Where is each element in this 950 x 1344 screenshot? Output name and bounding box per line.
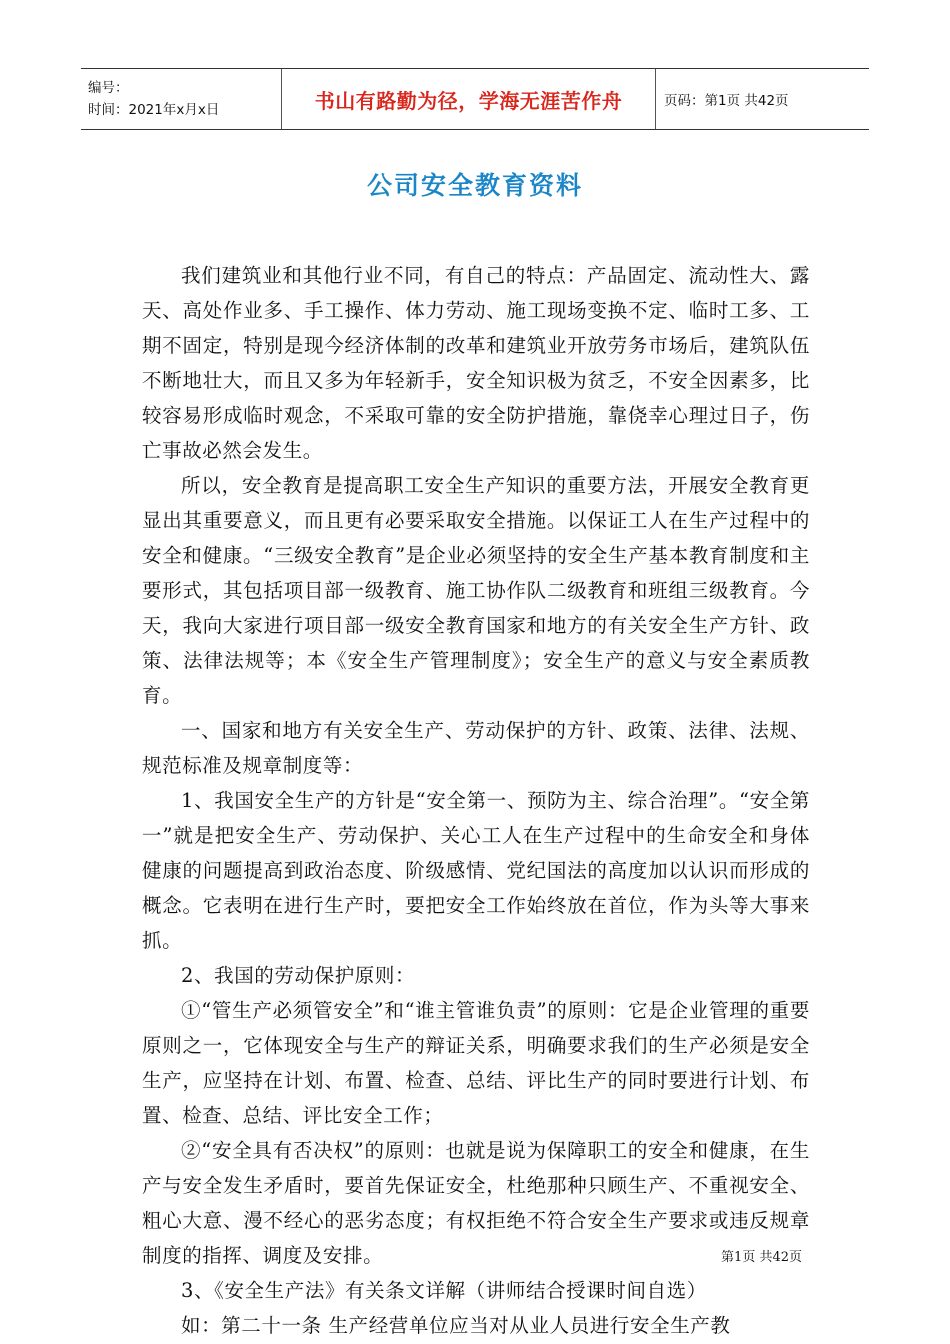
paragraph: 2、我国的劳动保护原则： — [181, 964, 416, 987]
header-motto: 书山有路勤为径，学海无涯苦作舟 — [314, 88, 623, 113]
paragraph: 所以，安全教育是提高职工安全生产知识的重要方法，开展安全教育更显出其重要意义，而且更有必要采取安全措施。以保证工人在生产过程中的安全和健康。“三级安全教育”是企业必须坚持的安全生产基本教育制度和主要形式，其包括项目部一级教育、施工协作队二级教育和班组三级教育。今天，我向大家进行项目部一级安全教育国家和地方的有关安全生产方针、政策、法律法规等；本《安全生产管理制度》；安全生产的意义与安全素质教育。 — [142, 474, 810, 707]
paragraph: 1、我国安全生产的方针是“安全第一、预防为主、综合治理”。“安全第一”就是把安全生产、劳动保护、关心工人在生产过程中的生命安全和身体健康的问题提高到政治态度、阶级感情、党纪国法的高度加以认识而形成的概念。它表明在进行生产时，要把安全工作始终放在首位，作为头等大事来抓。 — [142, 789, 810, 952]
document-title: 公司安全教育资料 — [366, 171, 583, 200]
document-body — [142, 258, 810, 1343]
header-page-info-cell — [656, 69, 869, 129]
paragraph: 3、《安全生产法》有关条文详解（讲师结合授课时间自选） — [181, 1279, 707, 1302]
page-footer: 第1页 共42页 — [721, 1250, 802, 1265]
paragraph: ②“安全具有否决权”的原则：也就是说为保障职工的安全和健康，在生产与安全发生矛盾时，要首先保证安全，杜绝那种只顾生产、不重视安全、粗心大意、漫不经心的恶劣态度；有权拒绝不符合安全生产要求或违反规章制度的指挥、调度及安排。 — [142, 1139, 810, 1267]
page-header — [81, 68, 869, 130]
document-date: 时间：2021年x月x日 — [88, 102, 220, 118]
paragraph: ①“管生产必须管安全”和“谁主管谁负责”的原则：它是企业管理的重要原则之一，它体现安全与生产的辩证关系，明确要求我们的生产必须是安全生产，应坚持在计划、布置、检查、总结、评比生产的同时要进行计划、布置、检查、总结、评比安全工作； — [142, 999, 810, 1127]
header-motto-cell — [282, 69, 656, 129]
paragraph: 一、国家和地方有关安全生产、劳动保护的方针、政策、法律、法规、规范标准及规章制度等： — [142, 719, 810, 777]
header-page-info: 页码：第1页 共42页 — [664, 93, 789, 109]
document-number-label: 编号： — [88, 80, 129, 96]
paragraph: 如：第二十一条 生产经营单位应当对从业人员进行安全生产教 — [181, 1314, 731, 1337]
header-meta — [81, 69, 282, 129]
paragraph: 我们建筑业和其他行业不同，有自己的特点：产品固定、流动性大、露天、高处作业多、手工操作、体力劳动、施工现场变换不定、临时工多、工期不固定，特别是现今经济体制的改革和建筑业开放劳务市场后，建筑队伍不断地壮大，而且又多为年轻新手，安全知识极为贫乏，不安全因素多，比较容易形成临时观念，不采取可靠的安全防护措施，靠侥幸心理过日子，伤亡事故必然会发生。 — [142, 264, 810, 462]
